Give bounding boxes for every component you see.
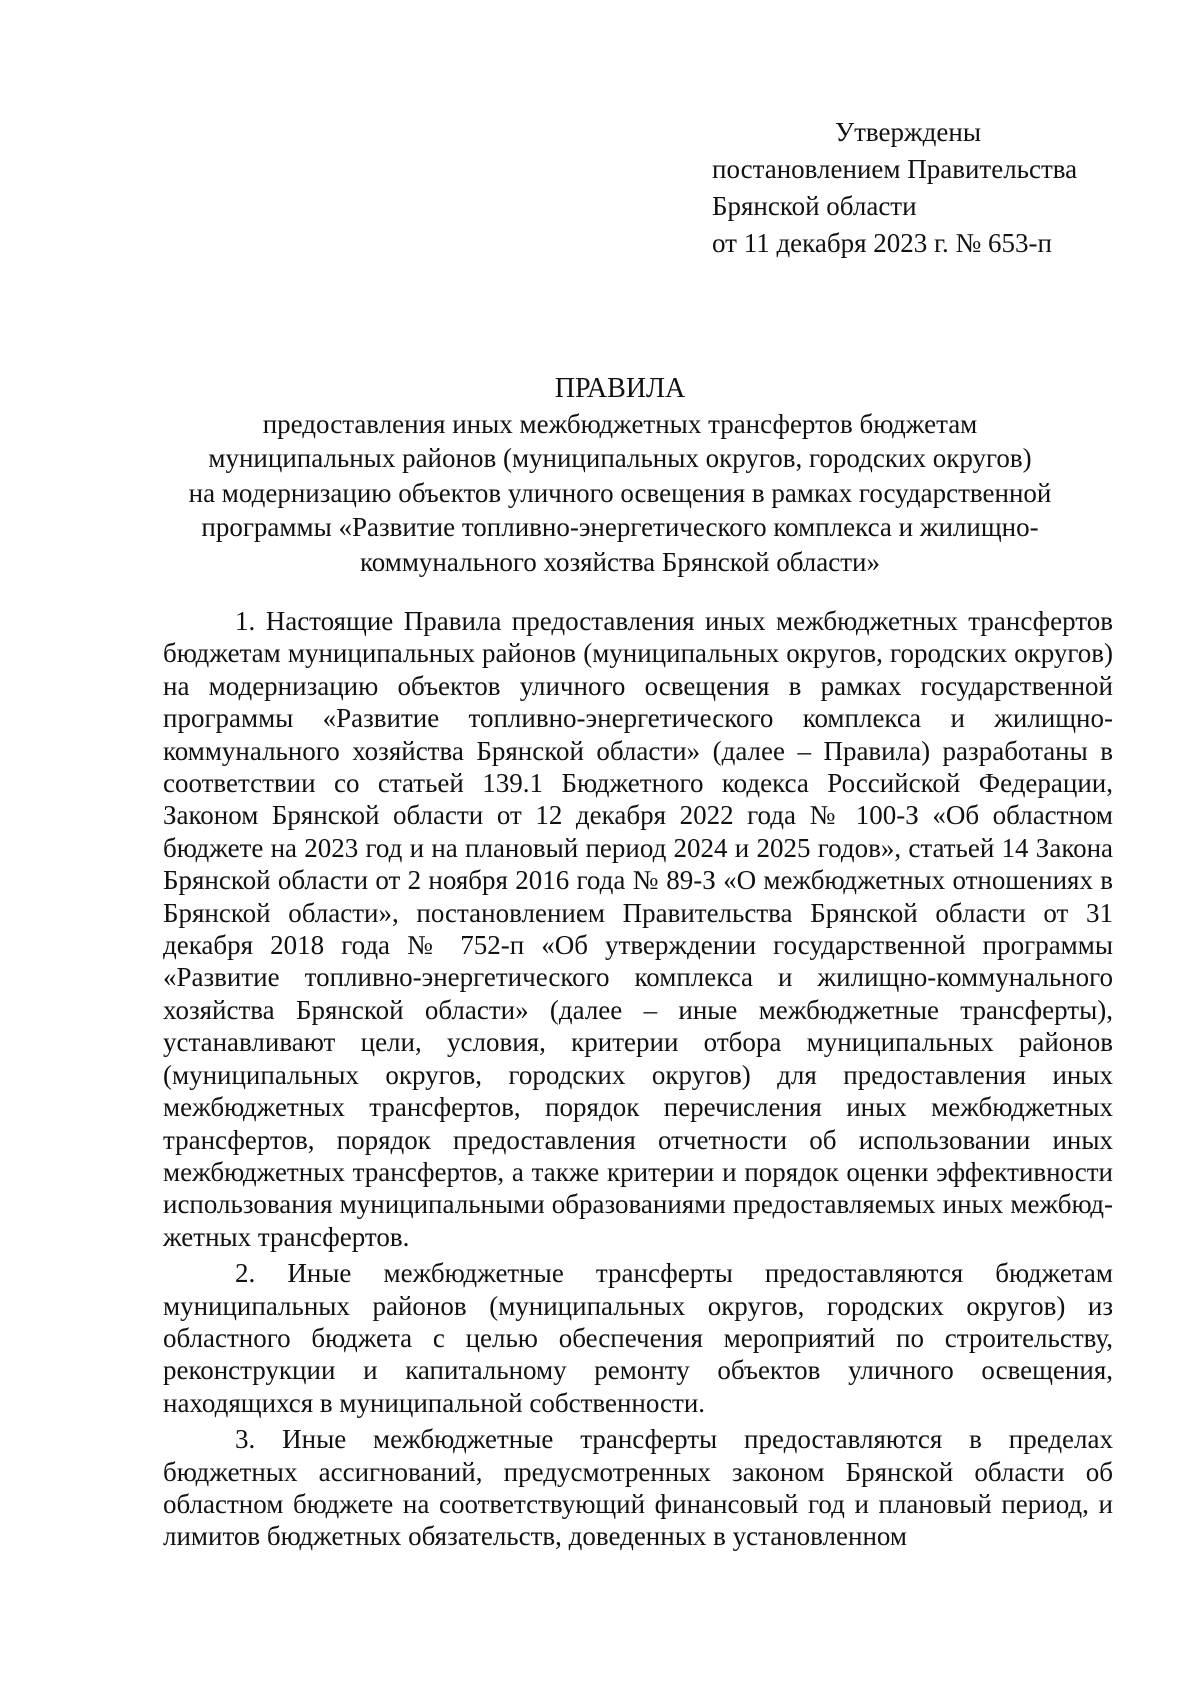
paragraph-3-text: 3. Иные межбюджетные трансферты предоставляются в пределах бюджетных ассигнований, предусмотренных законом Брянской области об областном бюджете на соответствующий финансовый год и плановый период, и лимитов бюджетных обязательств, доведенных в установленном [163,1424,1113,1552]
title-heading: ПРАВИЛА [554,373,686,404]
title-line-3: на модернизацию объектов уличного освещения в рамках государственной [188,477,1052,508]
title-line-1: предоставления иных межбюджетных трансфертов бюджетам [262,408,978,439]
paragraph-1-text: 1. Настоящие Правила предоставления иных межбюджетных трансфертов бюджетам муниципальных районов (муниципальных округов, городских округов) на модернизацию объектов уличного освещения в рамках государственной программы «Развитие топливно-энергетического комплекса и жилищно-коммунального хозяйства Брянской области» (далее – Правила) разработаны в соответствии со статьей 139.1 Бюджетного кодекса Российской Федерации, Законом Брянской области от 12 декабря 2022 года № 100-З «Об областном бюджете на 2023 год и на плановый период 2024 и 2025 годов», статьей 14 Закона Брянской области от 2 ноября 2016 года № 89-З «О межбюджетных отношениях в Брянской области», постановлением Правительства Брянской области от 31 декабря 2018 года № 752-п «Об утверждении государственной программы «Развитие топливно-энергетического комплекса и жилищно-коммунального хозяйства Брянской области» (далее – иные межбюджетные трансферты), устанавливают цели, условия, критерии отбора муниципальных районов (муниципальных округов, городских округов) для предоставления иных межбюджетных трансфертов, порядок перечисления иных межбюджетных трансфертов, порядок предоставления отчетности об использовании иных межбюджетных трансфертов, а также критерии и порядок оценки эффективности использования муниципальными образованиями предоставляемых иных межбюджетных трансфертов. [163,606,1113,1252]
document-title [140,372,1100,579]
title-line-5: коммунального хозяйства Брянской области» [360,546,880,577]
paragraph-1 [163,605,1113,1253]
title-line-2: муниципальных районов (муниципальных округов, городских округов) [208,443,1032,473]
approval-line-3: Брянской области [712,191,917,221]
approval-line-4: от 11 декабря 2023 г. № 653-п [712,228,1052,258]
document-body [163,605,1113,1557]
paragraph-2-text: 2. Иные межбюджетные трансферты предоставляются бюджетам муниципальных районов (муниципальных округов, городских округов) из областного бюджета с целью обеспечения мероприятий по строительству, реконструкции и капитальному ремонту объектов уличного освещения, находящихся в муниципальной собственности. [163,1258,1113,1418]
approval-stamp [712,114,1077,262]
approval-line-2: постановлением Правительства [712,154,1078,184]
paragraph-3 [163,1423,1113,1553]
approval-line-1: Утверждены [835,117,981,147]
paragraph-2 [163,1257,1113,1419]
title-line-4: программы «Развитие топливно-энергетического комплекса и жилищно- [201,512,1039,542]
